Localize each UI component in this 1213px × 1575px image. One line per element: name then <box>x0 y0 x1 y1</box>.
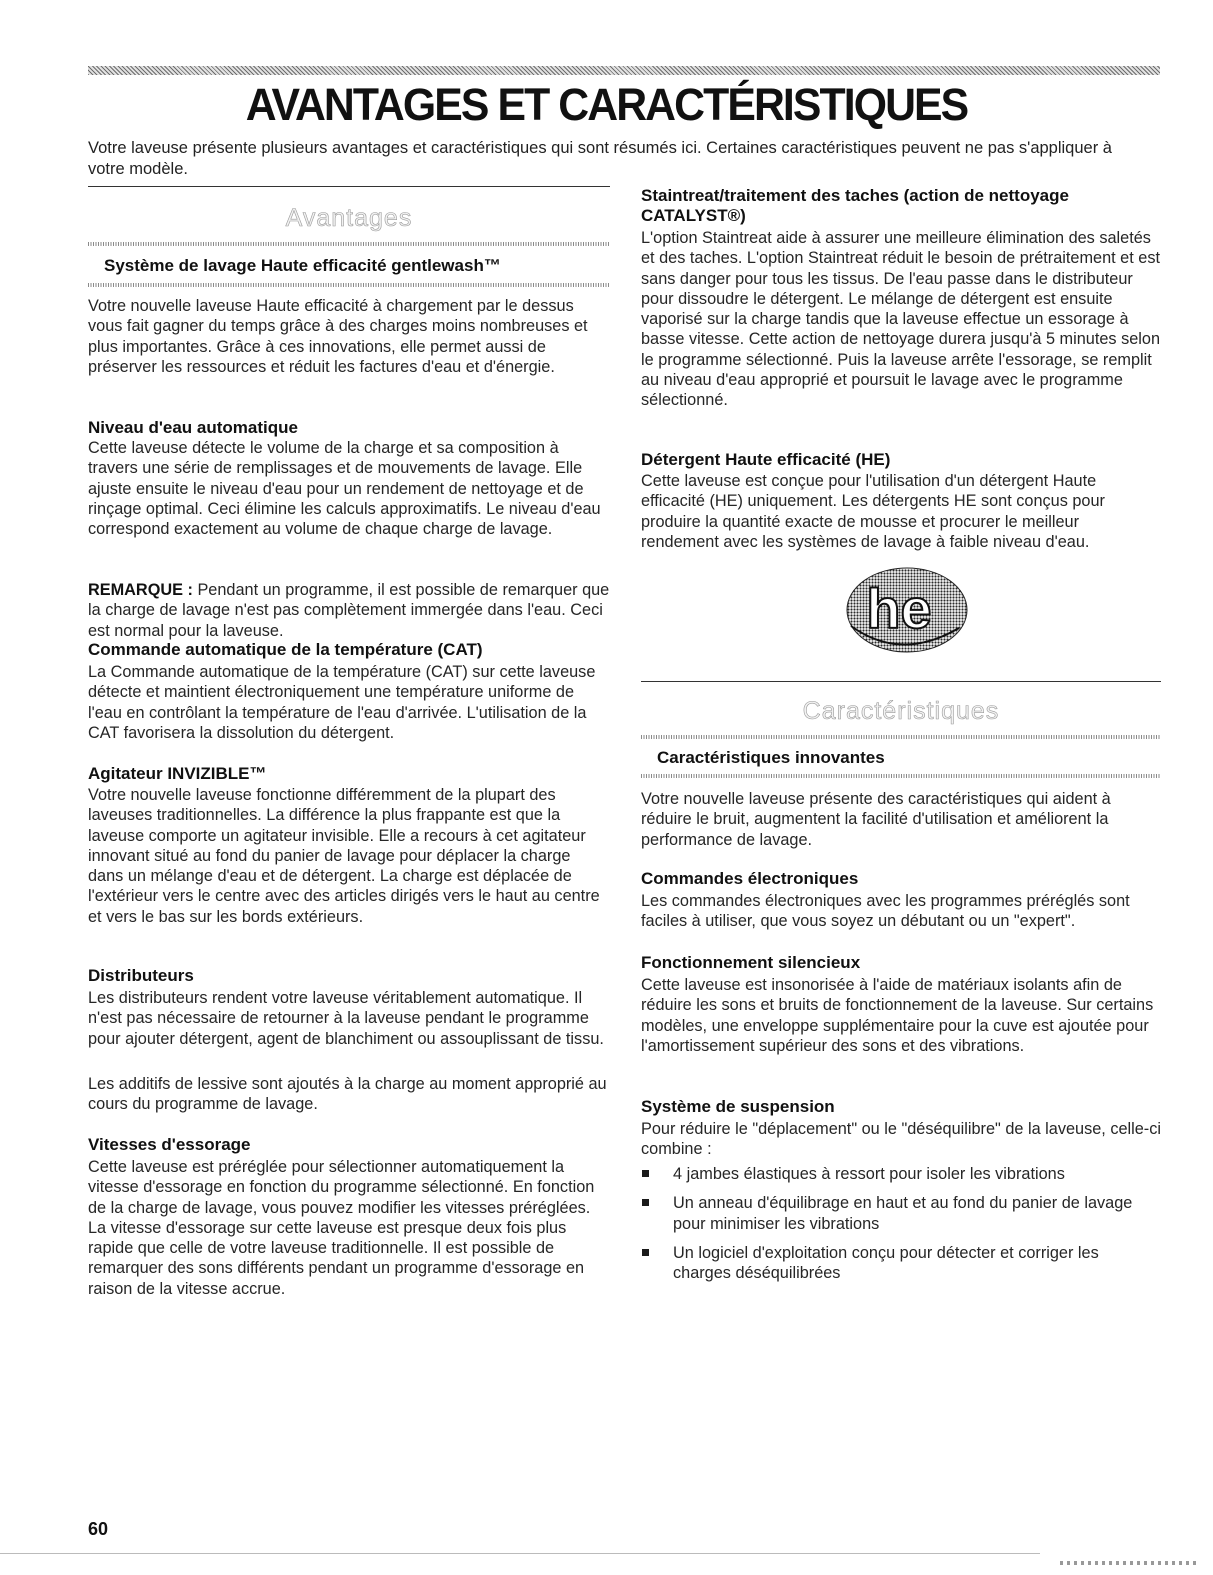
advantages-banner: Avantages <box>285 204 413 232</box>
staintreat-heading: Staintreat/traitement des taches (action de nettoyage CATALYST®) <box>641 186 1069 225</box>
bullet-square-icon <box>642 1249 649 1256</box>
innovative-features-text: Votre nouvelle laveuse présente des caractéristiques qui aident à réduire le bruit, augmentent la facilité d'utilisation et améliorent la performance de lavage. <box>641 790 1111 849</box>
dispensers-text-2: Les additifs de lessive sont ajoutés à la charge au moment approprié au cours du programme de lavage. <box>88 1075 607 1114</box>
suspension-heading: Système de suspension <box>641 1097 835 1116</box>
bullet-square-icon <box>642 1199 649 1206</box>
dispensers-text-1: Les distributeurs rendent votre laveuse véritablement automatique. Il n'est pas nécessaire de retourner à la laveuse pendant le programme pour ajouter détergent, agent de blanchiment ou assouplissant de tissu. <box>88 989 604 1048</box>
bullet-square-icon <box>642 1170 649 1177</box>
header-decorative-band <box>88 66 1160 75</box>
gentlewash-text: Votre nouvelle laveuse Haute efficacité à chargement par le dessus vous fait gagner du temps grâce à des charges moins nombreuses et plus importantes. Grâce à ces innovations, elle permet aussi de préserver les ressources et réduit les factures d'eau et d'énergie. <box>88 297 588 376</box>
left-section-rule <box>88 186 610 187</box>
right-section-rule <box>641 681 1161 682</box>
note-text: Pendant un programme, il est possible de remarquer que la charge de lavage n'est pas complètement immergée dans l'eau. Ceci est normal pour la laveuse. <box>88 581 610 640</box>
he-logo-text: he <box>866 577 932 640</box>
bullet-item: 4 jambes élastiques à ressort pour isoler les vibrations <box>641 1164 1161 1184</box>
spin-speeds-heading: Vitesses d'essorage <box>88 1135 251 1154</box>
innovative-features-heading: Caractéristiques innovantes <box>657 748 885 767</box>
spin-speeds-text: Cette laveuse est préréglée pour sélectionner automatiquement la vitesse d'essorage en fonction du programme sélectionné. En fonction de la charge de lavage, vous pouvez modifier les vitesses préréglées. La vitesse d'essorage sur cette laveuse est presque deux fois plus rapide que celle de votre laveuse traditionnelle. Il est possible de remarquer des sons différents pendant un programme d'essorage en raison de la vitesse accrue. <box>88 1158 595 1298</box>
agitator-text: Votre nouvelle laveuse fonctionne différemment de la plupart des laveuses traditionnelles. La différence la plus frappante est que la laveuse comporte un agitateur invisible. Elle a recours à cet agitateur innovant situé au fond du panier de lavage pour déplacer la charge dans un mélange d'eau et de détergent. La charge est déplacée de l'extérieur vers le centre avec des articles dirigés vers le haut au centre et vers le bas sur les bords extérieurs. <box>88 786 600 926</box>
note-label: REMARQUE : <box>88 581 193 599</box>
electronic-controls-heading: Commandes électroniques <box>641 869 859 888</box>
page-title: AVANTAGES ET CARACTÉRISTIQUES <box>245 79 968 130</box>
water-level-heading: Niveau d'eau automatique <box>88 418 298 437</box>
temperature-text: La Commande automatique de la température (CAT) sur cette laveuse détecte et maintient électroniquement une température uniforme de l'eau en contrôlant la température de l'eau d'arrivée. L'utilisation de la CAT favorisera la dissolution du détergent. <box>88 663 596 742</box>
gentlewash-heading: Système de lavage Haute efficacité gentlewash™ <box>104 256 501 275</box>
dispensers-heading: Distributeurs <box>88 966 194 985</box>
he-detergent-heading: Détergent Haute efficacité (HE) <box>641 450 891 469</box>
suspension-bullet-list <box>641 1164 1161 1292</box>
quiet-operation-heading: Fonctionnement silencieux <box>641 953 861 972</box>
footer-ticks <box>1060 1561 1200 1565</box>
staintreat-text: L'option Staintreat aide à assurer une meilleure élimination des saletés et des taches. L'option Staintreat réduit le besoin de prétraitement et est sans danger pour tous les tissus. De l'eau passe dans le distributeur pour dissoudre le détergent. Le mélange de détergent est ensuite vaporisé sur la charge tandis que la laveuse effectue un essorage à basse vitesse. Cette action de nettoyage durera jusqu'à 5 minutes selon le programme sélectionné. Puis la laveuse arrête l'essorage, se remplit au niveau d'eau approprié et poursuit le lavage avec le programme sélectionné. <box>641 229 1160 410</box>
features-banner: Caractéristiques <box>802 697 1000 725</box>
agitator-heading: Agitateur INVIZIBLE™ <box>88 764 267 783</box>
page-number: 60 <box>88 1519 109 1539</box>
left-dotted-band-bottom <box>88 283 610 287</box>
left-dotted-band-top <box>88 242 610 246</box>
bullet-item: Un logiciel d'exploitation conçu pour détecter et corriger les charges déséquilibrées <box>641 1243 1161 1284</box>
he-logo <box>841 566 973 663</box>
footer-rule <box>0 1553 1040 1554</box>
right-dotted-band-bottom <box>641 774 1161 778</box>
suspension-text: Pour réduire le "déplacement" ou le "déséquilibre" de la laveuse, celle-ci combine : <box>641 1120 1161 1159</box>
he-logo-graphic <box>841 566 973 658</box>
right-dotted-band-top <box>641 735 1161 739</box>
he-detergent-text: Cette laveuse est conçue pour l'utilisation d'un détergent Haute efficacité (HE) uniquement. Les détergents HE sont conçus pour produire la quantité exacte de mousse et procurer le meilleur rendement avec les systèmes de lavage à faible niveau d'eau. <box>641 472 1105 551</box>
electronic-controls-text: Les commandes électroniques avec les programmes préréglés sont faciles à utiliser, que vous soyez un débutant ou un "expert". <box>641 892 1130 931</box>
intro-paragraph: Votre laveuse présente plusieurs avantages et caractéristiques qui sont résumés ici. Certaines caractéristiques peuvent ne pas s'appliquer à votre modèle. <box>88 139 1112 178</box>
water-level-note <box>88 580 610 641</box>
bullet-item: Un anneau d'équilibrage en haut et au fond du panier de lavage pour minimiser les vibrations <box>641 1193 1161 1234</box>
water-level-text: Cette laveuse détecte le volume de la charge et sa composition à travers une série de remplissages et de mouvements de lavage. Elle ajuste ensuite le niveau d'eau pour un rendement de nettoyage et de rinçage optimal. Ceci élimine les calculs approximatifs. Le niveau d'eau correspond exactement au volume de chaque charge de lavage. <box>88 439 601 539</box>
quiet-operation-text: Cette laveuse est insonorisée à l'aide de matériaux isolants afin de réduire les sons et bruits de fonctionnement de la laveuse. Sur certains modèles, une enveloppe supplémentaire pour la cuve est ajoutée pour l'amortissement supérieur des sons et des vibrations. <box>641 976 1154 1055</box>
temperature-heading: Commande automatique de la température (CAT) <box>88 640 483 659</box>
